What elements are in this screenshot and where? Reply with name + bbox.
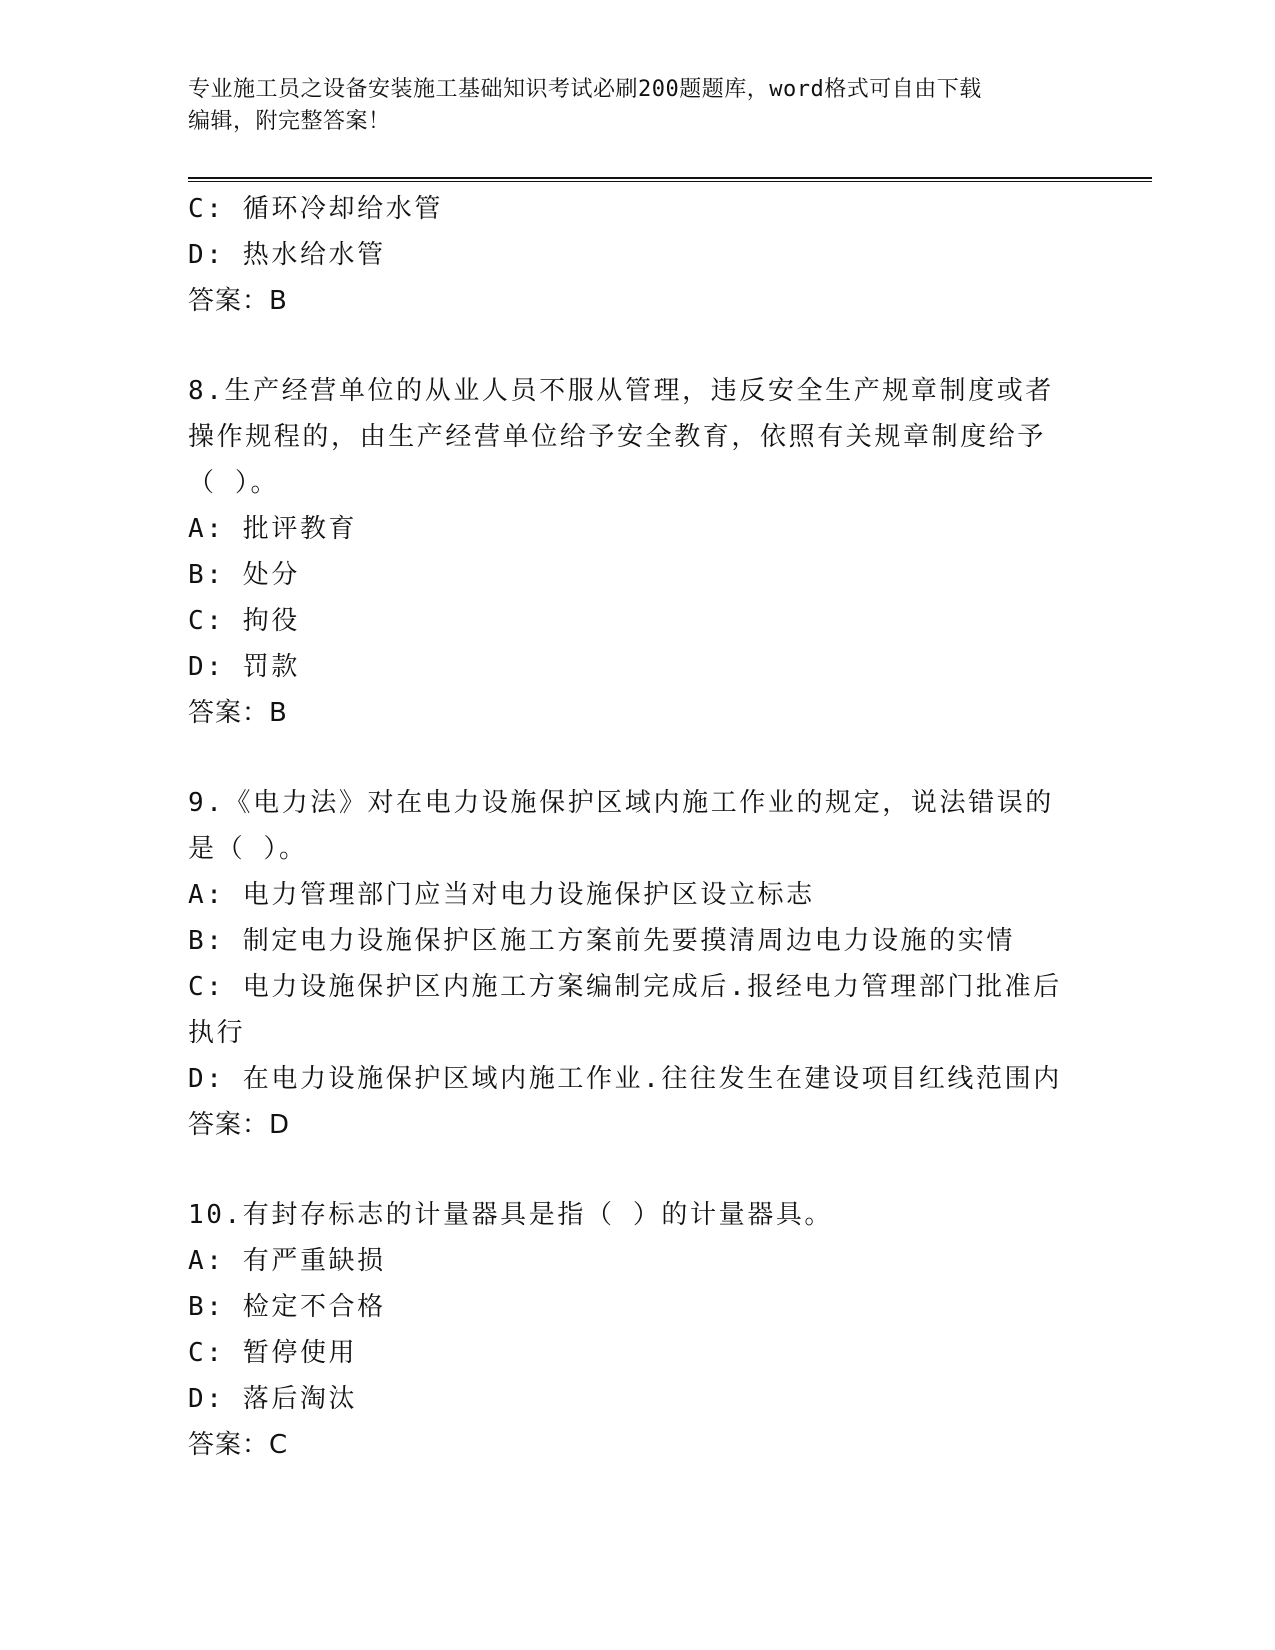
option-c: C: 拘役 — [188, 606, 300, 636]
option-a: A: 电力管理部门应当对电力设施保护区设立标志 — [188, 880, 815, 910]
option-b: B: 处分 — [188, 560, 300, 590]
header-divider — [188, 177, 1152, 182]
question-text-line: 9.《电力法》对在电力设施保护区域内施工作业的规定，说法错误的 — [188, 788, 1054, 818]
option-d: D: 热水给水管 — [188, 240, 386, 270]
option-a: A: 批评教育 — [188, 514, 358, 544]
option-b: B: 制定电力设施保护区施工方案前先要摸清周边电力设施的实情 — [188, 926, 1015, 956]
option-b: B: 检定不合格 — [188, 1292, 386, 1322]
question-text-line: （ ）。 — [188, 468, 280, 498]
question-text-line: 10.有封存标志的计量器具是指（ ）的计量器具。 — [188, 1200, 834, 1230]
question-list — [188, 186, 1088, 1468]
option-c: C: 循环冷却给水管 — [188, 194, 443, 224]
option-c-continuation: 执行 — [188, 1018, 246, 1048]
option-a: A: 有严重缺损 — [188, 1246, 386, 1276]
option-d: D: 在电力设施保护区域内施工作业.往往发生在建设项目红线范围内 — [188, 1064, 1062, 1094]
answer-label: 答案：C — [188, 1430, 289, 1460]
answer-label: 答案：B — [188, 698, 288, 728]
question-text-line: 操作规程的，由生产经营单位给予安全教育，依照有关规章制度给予 — [188, 422, 1047, 452]
spacer — [188, 1148, 1088, 1192]
question-7-tail — [188, 186, 1088, 324]
header-title-line2: 编辑，附完整答案！ — [188, 109, 391, 134]
answer-label: 答案：D — [188, 1110, 291, 1140]
question-text-line: 是（ ）。 — [188, 834, 308, 864]
option-d: D: 罚款 — [188, 652, 300, 682]
question-9 — [188, 780, 1088, 1148]
answer-label: 答案：B — [188, 286, 288, 316]
header-title-line1: 专业施工员之设备安装施工基础知识考试必刷200题题库，word格式可自由下载 — [188, 77, 982, 102]
question-8 — [188, 368, 1088, 736]
option-c: C: 暂停使用 — [188, 1338, 358, 1368]
question-text-line: 8.生产经营单位的从业人员不服从管理，违反安全生产规章制度或者 — [188, 376, 1054, 406]
spacer — [188, 736, 1088, 780]
option-d: D: 落后淘汰 — [188, 1384, 358, 1414]
question-10 — [188, 1192, 1088, 1468]
spacer — [188, 324, 1088, 368]
option-c: C: 电力设施保护区内施工方案编制完成后.报经电力管理部门批准后 — [188, 972, 1062, 1002]
page-header — [188, 74, 1068, 138]
